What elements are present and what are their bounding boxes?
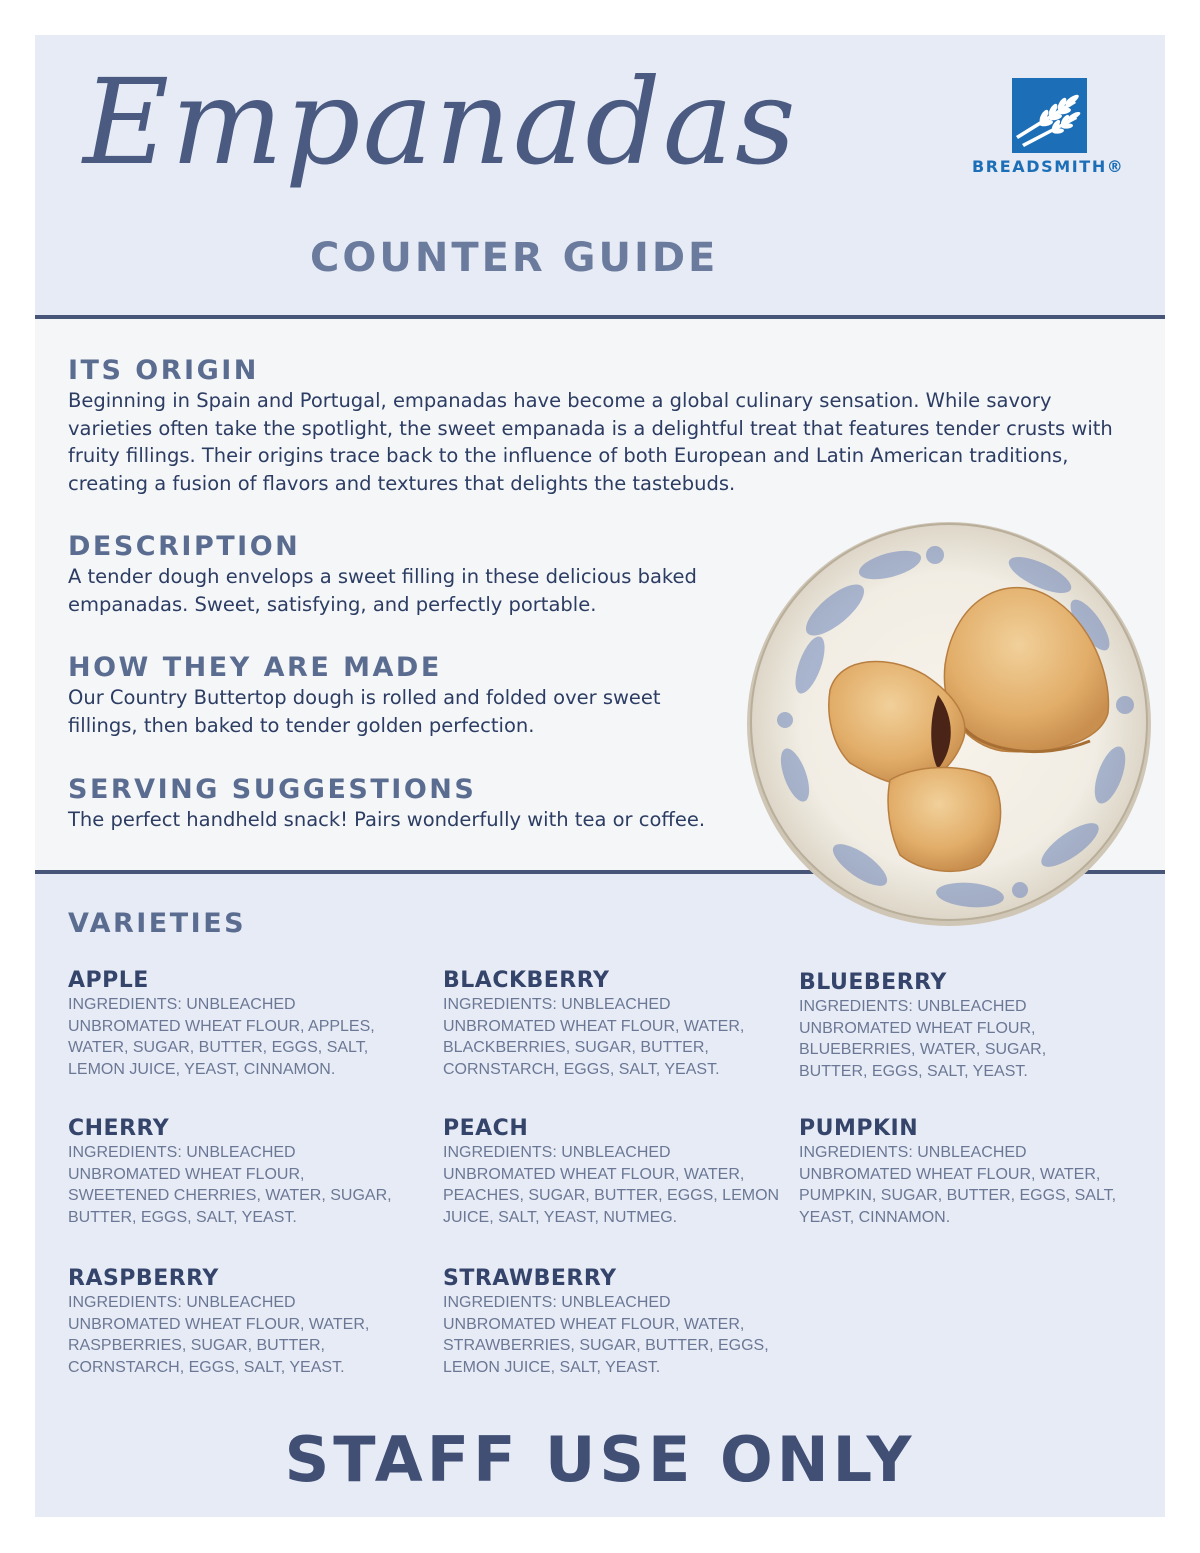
variety-name: RASPBERRY <box>68 1266 219 1291</box>
counter-guide-sheet <box>35 35 1165 1517</box>
section-title: ITS ORIGIN <box>68 355 259 386</box>
section-title: SERVING SUGGESTIONS <box>68 774 477 805</box>
section-body: The perfect handheld snack! Pairs wonderfully with tea or coffee. <box>68 808 706 831</box>
section-body: Our Country Buttertop dough is rolled and folded over sweet fillings, then baked to tender golden perfection. <box>68 686 661 737</box>
section-body: A tender dough envelops a sweet filling in these delicious baked empanadas. Sweet, satisfying, and perfectly portable. <box>68 565 697 616</box>
variety-ingredients: INGREDIENTS: UNBLEACHED UNBROMATED WHEAT FLOUR, WATER, PEACHES, SUGAR, BUTTER, EGGS, LEMON JUICE, SALT, YEAST, NUTMEG. <box>443 1144 780 1226</box>
variety-apple <box>68 968 408 1080</box>
variety-blackberry <box>443 968 783 1080</box>
varieties-title: VARIETIES <box>68 908 247 939</box>
staff-use-only-notice: STAFF USE ONLY <box>284 1423 916 1496</box>
variety-name: PUMPKIN <box>799 1116 919 1141</box>
section-body: Beginning in Spain and Portugal, empanadas have become a global culinary sensation. While savory varieties often take the spotlight, the sweet empanada is a delightful treat that features tender crusts with fruity fillings. Their origins trace back to the influence of both European and Latin American traditions, creating a fusion of flavors and textures that delights the tastebuds. <box>68 389 1113 495</box>
variety-name: BLUEBERRY <box>799 970 947 995</box>
section-how-made <box>68 652 668 739</box>
empanadas-on-plate-image <box>740 515 1158 933</box>
section-serving <box>68 774 768 834</box>
variety-cherry <box>68 1116 408 1228</box>
variety-name: BLACKBERRY <box>443 968 610 993</box>
variety-ingredients: INGREDIENTS: UNBLEACHED UNBROMATED WHEAT FLOUR, WATER, STRAWBERRIES, SUGAR, BUTTER, EGGS, LEMON JUICE, SALT, YEAST. <box>443 1294 769 1376</box>
variety-name: CHERRY <box>68 1116 170 1141</box>
variety-peach <box>443 1116 783 1228</box>
breadsmith-logo-icon <box>1012 78 1087 153</box>
section-title: HOW THEY ARE MADE <box>68 652 442 683</box>
section-title: DESCRIPTION <box>68 531 301 562</box>
variety-ingredients: INGREDIENTS: UNBLEACHED UNBROMATED WHEAT FLOUR, BLUEBERRIES, WATER, SUGAR, BUTTER, EGGS, SALT, YEAST. <box>799 998 1047 1080</box>
variety-name: STRAWBERRY <box>443 1266 617 1291</box>
header <box>35 35 1165 315</box>
variety-pumpkin <box>799 1116 1119 1228</box>
variety-ingredients: INGREDIENTS: UNBLEACHED UNBROMATED WHEAT FLOUR, WATER, PUMPKIN, SUGAR, BUTTER, EGGS, SALT, YEAST, CINNAMON. <box>799 1144 1117 1226</box>
script-title: Empanadas <box>83 53 798 191</box>
variety-raspberry <box>68 1266 408 1378</box>
variety-name: PEACH <box>443 1116 529 1141</box>
variety-name: APPLE <box>68 968 149 993</box>
breadsmith-wordmark: BREADSMITH® <box>972 157 1125 176</box>
variety-blueberry <box>799 970 1119 1082</box>
variety-ingredients: INGREDIENTS: UNBLEACHED UNBROMATED WHEAT FLOUR, WATER, RASPBERRIES, SUGAR, BUTTER, CORNSTARCH, EGGS, SALT, YEAST. <box>68 1294 370 1376</box>
variety-ingredients: INGREDIENTS: UNBLEACHED UNBROMATED WHEAT FLOUR, APPLES, WATER, SUGAR, BUTTER, EGGS, SALT, LEMON JUICE, YEAST, CINNAMON. <box>68 996 375 1078</box>
variety-ingredients: INGREDIENTS: UNBLEACHED UNBROMATED WHEAT FLOUR, SWEETENED CHERRIES, WATER, SUGAR, BUTTER, EGGS, SALT, YEAST. <box>68 1144 392 1226</box>
section-origin <box>68 355 1138 497</box>
variety-ingredients: INGREDIENTS: UNBLEACHED UNBROMATED WHEAT FLOUR, WATER, BLACKBERRIES, SUGAR, BUTTER, CORNSTARCH, EGGS, SALT, YEAST. <box>443 996 745 1078</box>
variety-strawberry <box>443 1266 783 1378</box>
subtitle: COUNTER GUIDE <box>310 235 719 281</box>
wheat-stalks-icon <box>1012 78 1087 153</box>
section-description <box>68 531 708 618</box>
